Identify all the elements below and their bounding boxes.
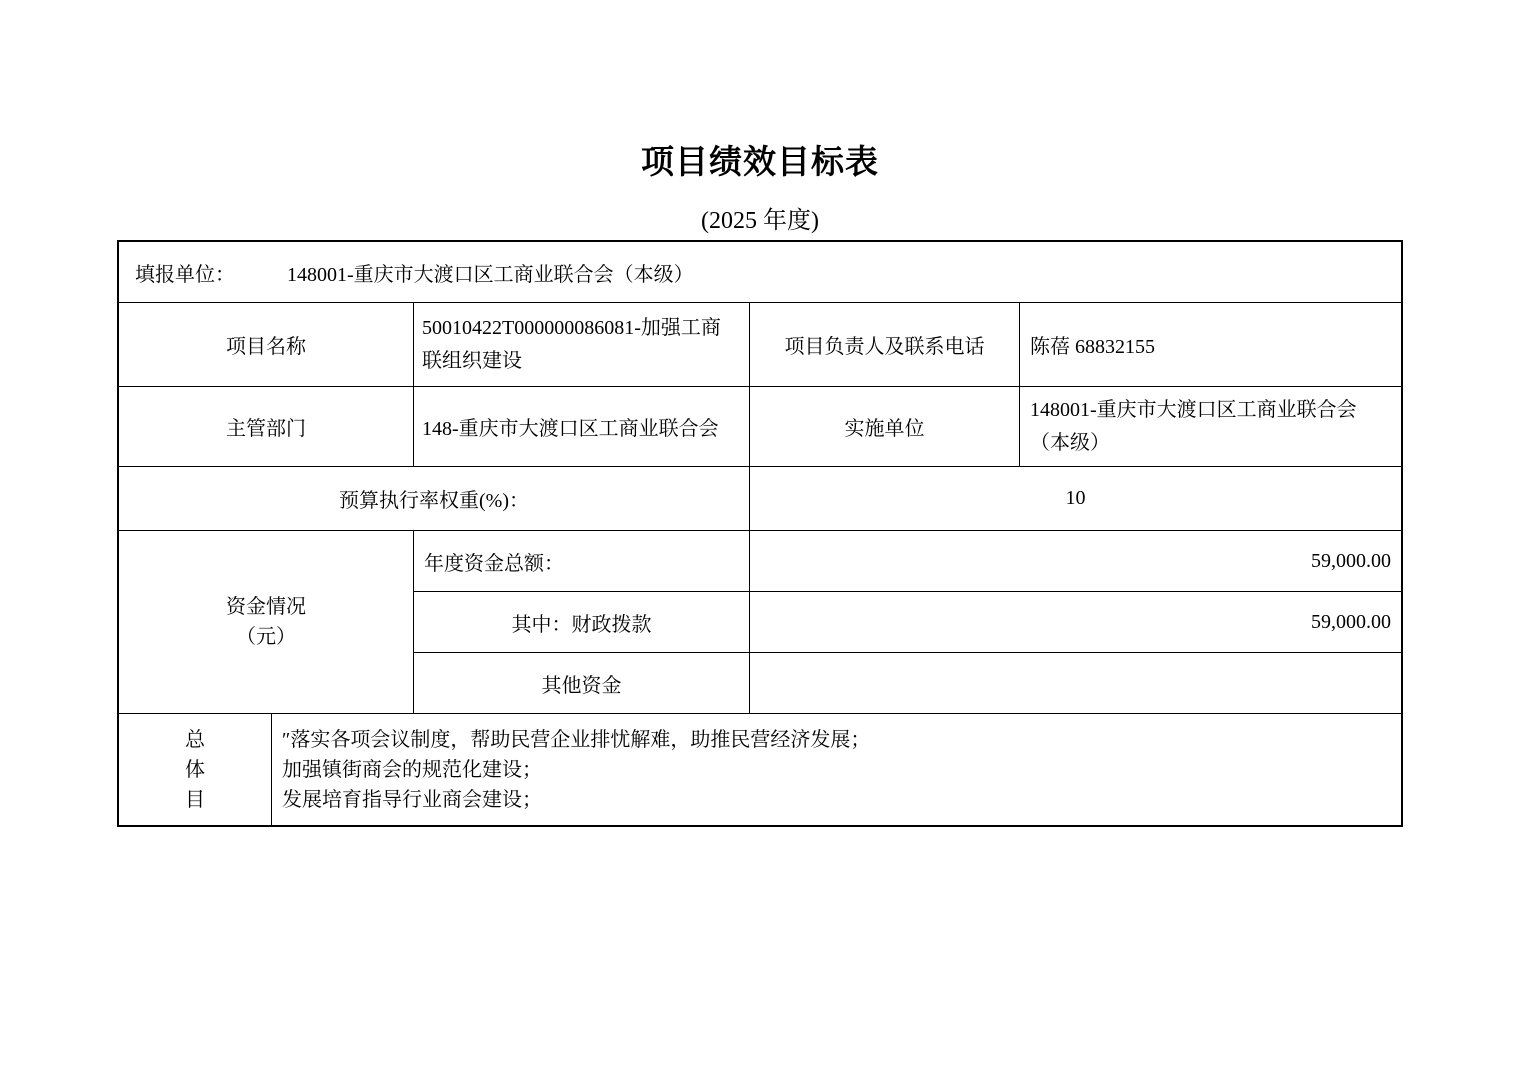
reporting-unit-value: 148001-重庆市大渡口区工商业联合会（本级） xyxy=(287,263,694,286)
funds-label-cell xyxy=(119,531,413,713)
annual-funds-value: 59,000.00 xyxy=(749,531,1401,591)
annual-funds-label: 年度资金总额： xyxy=(413,531,749,591)
project-leader-value: 陈蓓 68832155 xyxy=(1019,303,1401,386)
project-name-value: 50010422T000000086081-加强工商联组织建设 xyxy=(413,303,749,386)
overall-goal-content xyxy=(271,714,1401,825)
fiscal-appropriation-value: 59,000.00 xyxy=(749,592,1401,652)
performance-target-table xyxy=(117,240,1403,827)
funds-label: 资金情况 （元） xyxy=(226,596,306,648)
page-title: 项目绩效目标表 xyxy=(641,145,879,181)
budget-weight-value: 10 xyxy=(749,467,1401,530)
other-funds-label: 其他资金 xyxy=(413,653,749,713)
funds-rows xyxy=(413,531,1401,713)
reporting-unit-cell xyxy=(119,242,1401,302)
competent-department-label: 主管部门 xyxy=(226,418,306,440)
department-row xyxy=(119,386,1401,466)
funds-section xyxy=(119,530,1401,713)
other-funds-value xyxy=(749,653,1401,713)
funds-row-fiscal xyxy=(413,591,1401,652)
reporting-unit-row xyxy=(119,242,1401,302)
reporting-unit-label: 填报单位： xyxy=(135,263,235,286)
fiscal-appropriation-label: 其中：财政拨款 xyxy=(413,592,749,652)
project-name-label: 项目名称 xyxy=(226,336,306,358)
goal-line-3: 发展培育指导行业商会建设； xyxy=(282,788,542,811)
goal-line-1: ″落实各项会议制度，帮助民营企业排忧解难，助推民营经济发展； xyxy=(282,728,871,751)
funds-row-total xyxy=(413,531,1401,591)
overall-goal-row xyxy=(119,713,1401,825)
project-leader-label: 项目负责人及联系电话 xyxy=(749,303,1019,386)
page-subtitle: (2025 年度) xyxy=(701,208,819,234)
project-name-row xyxy=(119,302,1401,386)
goal-line-2: 加强镇街商会的规范化建设； xyxy=(282,758,542,781)
budget-weight-label: 预算执行率权重(%)： xyxy=(339,490,529,512)
implementing-unit-value: 148001-重庆市大渡口区工商业联合会（本级） xyxy=(1019,387,1401,466)
overall-goal-label: 总 体 目 xyxy=(185,728,205,811)
budget-weight-row xyxy=(119,466,1401,530)
implementing-unit-label: 实施单位 xyxy=(749,387,1019,466)
funds-row-other xyxy=(413,652,1401,713)
competent-department-value: 148-重庆市大渡口区工商业联合会 xyxy=(413,387,749,466)
